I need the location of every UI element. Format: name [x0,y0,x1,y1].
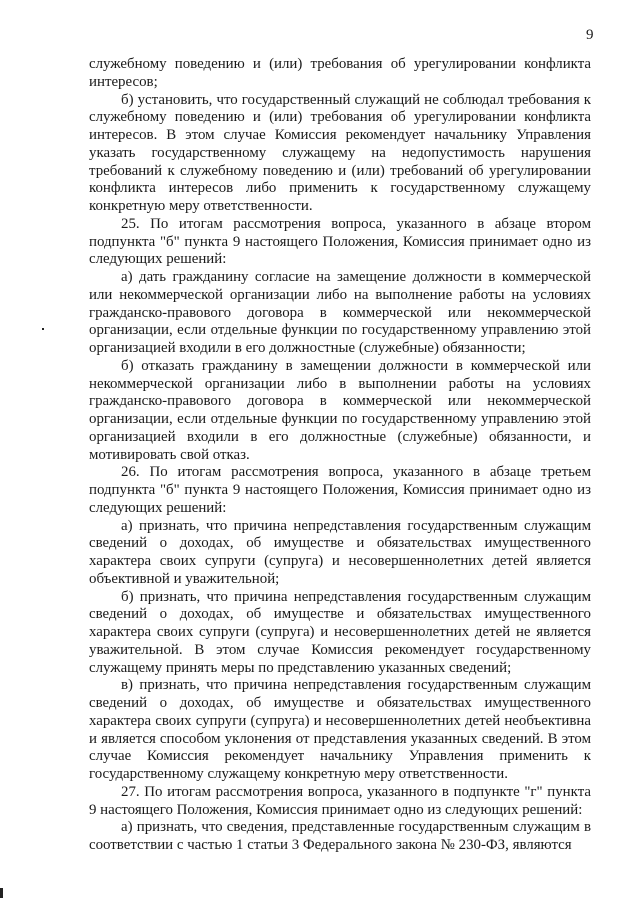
page-number: 9 [586,27,594,43]
document-paragraph: б) установить, что государственный служащий не соблюдал требования к служебному поведению и (или) требования об урегулировании конфликта интересов. В этом случае Комиссия рекомендует начальнику Управления указать государственному служащему на недопустимость нарушения требований к служебному поведению и (или) требований об урегулировании конфликта интересов либо применить к государственному служащему конкретную меру ответственности. [89,91,591,214]
scan-artifact [42,328,44,330]
document-paragraph: 27. По итогам рассмотрения вопроса, указанного в подпункте "г" пункта 9 настоящего Положения, Комиссия принимает одно из следующих решений: [89,783,591,818]
document-paragraph: а) признать, что сведения, представленные государственным служащим в соответствии с частью 1 статьи 3 Федерального закона № 230-ФЗ, являются [89,819,591,853]
document-paragraph: в) признать, что причина непредставления государственным служащим сведений о доходах, об имуществе и обязательствах имущественного характера своих супруги (супруга) и несовершеннолетних детей необъективна и является способом уклонения от представления указанных сведений. В этом случае Комиссия рекомендует начальнику Управления применить к государственному служащему конкретную меру ответственности. [89,677,591,782]
document-paragraph: а) признать, что причина непредставления государственным служащим сведений о доходах, об имуществе и обязательствах имущественного характера своих супруги (супруга) и несовершеннолетних детей является объективной и уважительной; [89,517,591,587]
document-paragraph: 26. По итогам рассмотрения вопроса, указанного в абзаце третьем подпункта "б" пункта 9 настоящего Положения, Комиссия принимает одно из следующих решений: [89,464,591,516]
document-paragraph: б) признать, что причина непредставления государственным служащим сведений о доходах, об имуществе и обязательствах имущественного характера своих супруги (супруга) и несовершеннолетних детей не является уважительной. В этом случае Комиссия рекомендует государственному служащему принять меры по представлению указанных сведений; [89,588,591,676]
scan-artifact [0,888,3,898]
document-paragraph: служебному поведению и (или) требования об урегулировании конфликта интересов; [89,56,591,90]
document-body [89,56,591,855]
document-paragraph: а) дать гражданину согласие на замещение должности в коммерческой или некоммерческой организации либо на выполнение работы на условиях гражданско-правового договора в коммерческой или некоммерческой организации, если отдельные функции по государственному управлению этой организацией входили в его должностные (служебные) обязанности; [89,269,591,356]
document-paragraph: б) отказать гражданину в замещении должности в коммерческой или некоммерческой организации либо в выполнении работы на условиях гражданско-правового договора в коммерческой или некоммерческой организации, если отдельные функции по государственному управлению этой организацией входили в его должностные (служебные) обязанности, и мотивировать свой отказ. [89,357,591,463]
document-paragraph: 25. По итогам рассмотрения вопроса, указанного в абзаце втором подпункта "б" пункта 9 настоящего Положения, Комиссия принимает одно из следующих решений: [89,215,591,268]
